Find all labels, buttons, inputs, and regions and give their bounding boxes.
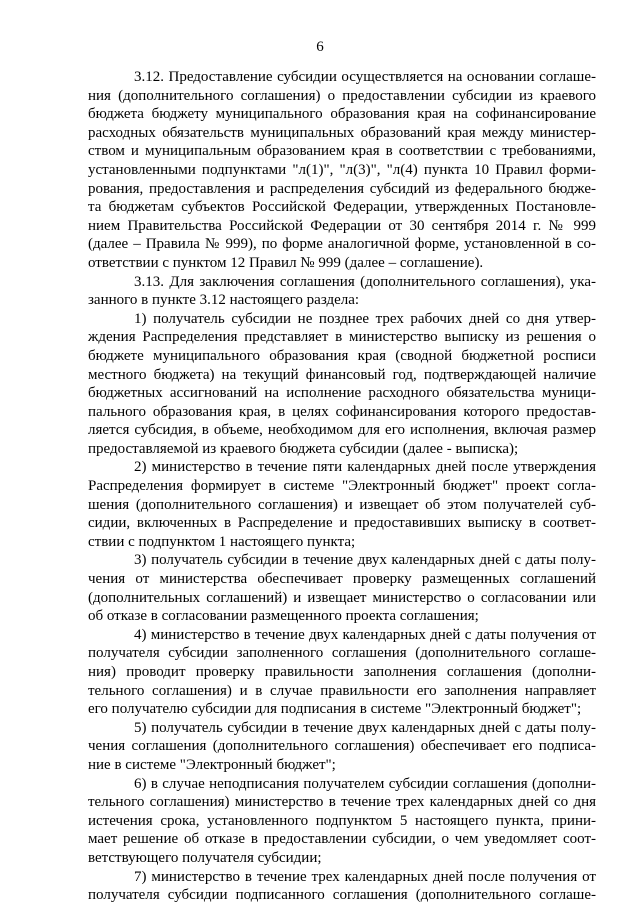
paragraph-item-3 — [88, 551, 596, 625]
text-line: 5) получатель субсидии в течение двух календарных дней с даты полу- — [134, 719, 596, 736]
text-line: ние в системе "Электронный бюджет"; — [88, 756, 336, 773]
paragraph-item-6 — [88, 775, 596, 868]
text-line: 2) министерство в течение пяти календарных дней после утверждения — [134, 459, 596, 476]
text-line: ствии с подпунктом 1 настоящего пункта; — [88, 533, 356, 550]
text-line: чения соглашения (дополнительного соглашения) обеспечивает его подписа- — [88, 738, 596, 755]
text-line: рования, предоставления и распределения субсидий из федерального бюдже- — [88, 180, 596, 197]
paragraph-item-5 — [88, 719, 596, 775]
text-line: 6) в случае неподписания получателем субсидии соглашения (дополни- — [134, 775, 596, 792]
text-line: местного бюджета) на текущий финансовый год, подтверждающей наличие — [88, 366, 596, 383]
text-line: бюджета бюджету муниципального образования края на софинансирование — [88, 106, 596, 123]
text-line: тельного соглашения) и в случае правильности его заполнения направляет — [88, 682, 596, 699]
text-line: тельного соглашения) министерство в течение трех календарных дней со дня — [88, 794, 596, 811]
page-number: 6 — [316, 39, 324, 55]
paragraph-3-13 — [88, 273, 596, 310]
text-line: предоставляемой из краевого бюджета субсидии (далее - выписка); — [88, 440, 519, 457]
text-line: 3) получатель субсидии в течение двух календарных дней с даты полу- — [134, 552, 596, 569]
text-line: установленными подпунктами "л(1)", "л(3)", "л(4) пункта 10 Правил форми- — [88, 161, 596, 178]
paragraph-item-7 — [88, 868, 596, 905]
text-line: расходных обязательств муниципальных образований края между министер- — [88, 124, 596, 141]
text-line: чения от министерства обеспечивает проверку размещенных соглашений — [88, 571, 596, 588]
text-line: его получателю субсидии для подписания в системе "Электронный бюджет"; — [88, 701, 582, 718]
paragraph-item-1 — [88, 310, 596, 459]
text-line: ляется субсидия, в объеме, необходимом для его исполнения, включая размер — [88, 422, 596, 439]
text-line: (дополнительных соглашений) и извещает министерство о согласовании или — [88, 589, 596, 606]
text-line: 4) министерство в течение двух календарных дней с даты получения от — [134, 626, 596, 643]
text-line: 7) министерство в течение трех календарных дней после получения от — [134, 868, 596, 885]
text-line: мает решение об отказе в предоставлении субсидии, о чем уведомляет соот- — [88, 831, 596, 848]
text-line: ния (дополнительного соглашения) о предоставлении субсидии из краевого — [88, 87, 596, 104]
text-line: занного в пункте 3.12 настоящего раздела: — [88, 292, 360, 309]
text-line: бюджетных ассигнований на исполнение расходного обязательства муници- — [88, 385, 596, 402]
text-line: 1) получатель субсидии не позднее трех рабочих дней со дня утвер- — [134, 310, 596, 327]
text-line: шения (дополнительного соглашения) и извещает об этом получателей суб- — [88, 496, 596, 513]
text-line: 3.12. Предоставление субсидии осуществляется на основании соглаше- — [134, 69, 596, 85]
text-line: ждения Распределения представляет в министерство выписку из решения о — [88, 329, 596, 346]
text-line: ством и муниципальным образованием края в соответствии с требованиями, — [88, 143, 596, 160]
document-body — [88, 68, 596, 905]
text-line: об отказе в согласовании размещенного проекта соглашения; — [88, 608, 479, 625]
text-line: ответствии с пунктом 12 Правил № 999 (далее – соглашение). — [88, 254, 484, 271]
text-line: ния) проводит проверку правильности заполнения соглашения (дополни- — [88, 664, 596, 680]
text-line: нием Правительства Российской Федерации от 30 сентября 2014 г. № 999 — [88, 217, 596, 234]
text-line: пального образования края, в целях софинансирования которого предостав- — [88, 403, 596, 420]
paragraph-item-4 — [88, 626, 596, 719]
text-line: 3.13. Для заключения соглашения (дополнительного соглашения), ука- — [134, 273, 596, 290]
text-line: получателя субсидии заполненного соглашения (дополнительного соглаше- — [88, 645, 596, 662]
text-line: та бюджетам субъектов Российской Федерации, утвержденных Постановле- — [88, 199, 596, 216]
text-line: Распределения формирует в системе "Электронный бюджет" проект согла- — [88, 478, 596, 495]
text-line: ветствующего получателя субсидии; — [88, 849, 322, 866]
text-line: истечения срока, установленного подпунктом 5 настоящего пункта, прини- — [88, 812, 596, 829]
text-line: (далее – Правила № 999), по форме аналогичной форме, установленной в со- — [88, 236, 596, 253]
text-line: получателя субсидии подписанного соглашения (дополнительного соглаше- — [88, 887, 596, 904]
text-line: сидии, включенных в Распределение и предоставивших выписку в соответ- — [88, 515, 596, 532]
paragraph-item-2 — [88, 458, 596, 551]
text-line: бюджете муниципального образования края (сводной бюджетной росписи — [88, 347, 596, 364]
paragraph-3-12 — [88, 68, 596, 273]
